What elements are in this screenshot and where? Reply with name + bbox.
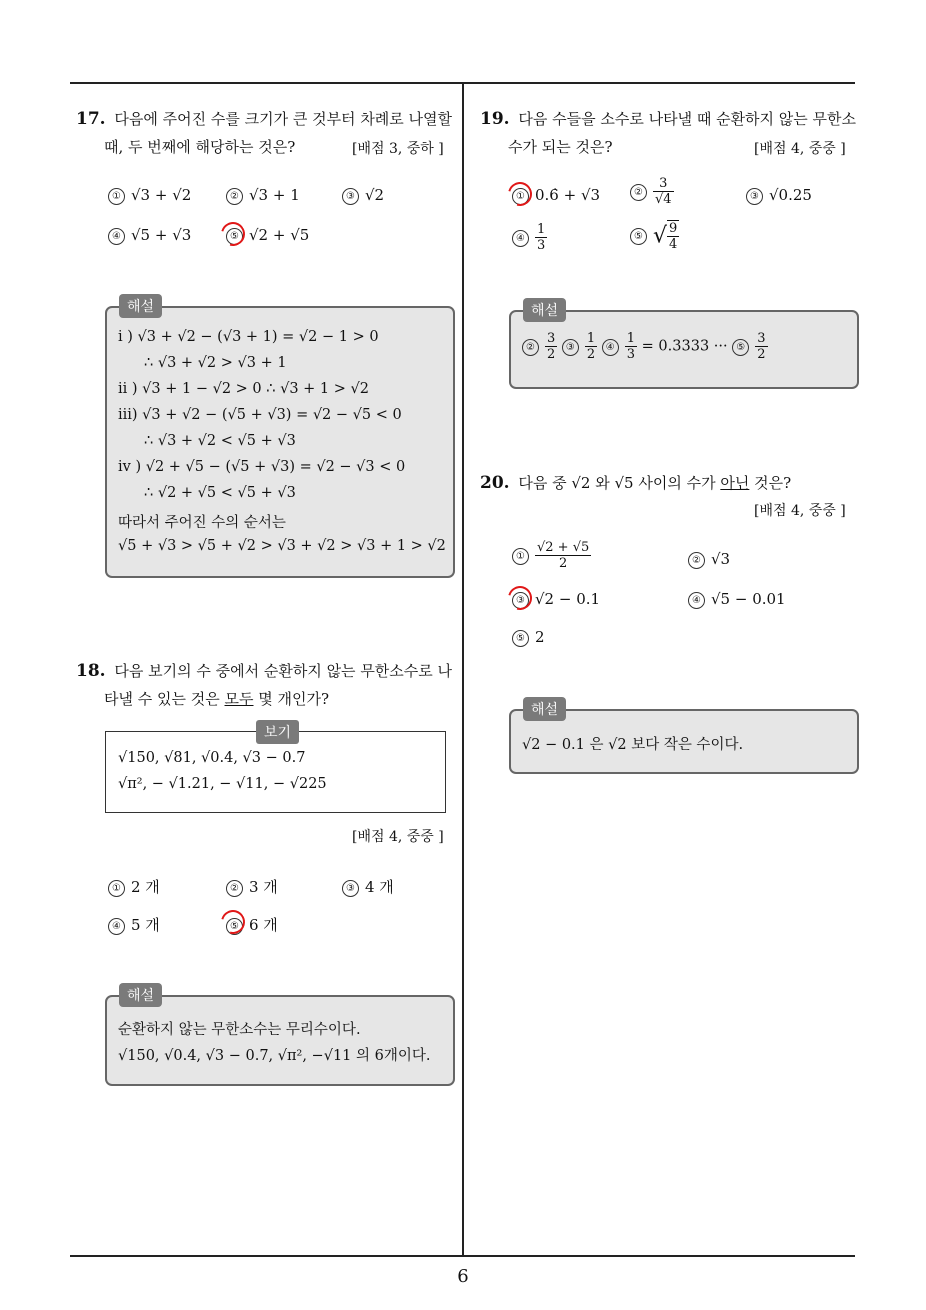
bogi-tag: 보기 <box>256 720 299 744</box>
question-text-line1: 다음에 주어진 수를 크기가 큰 것부터 차례로 나열할 <box>114 110 453 128</box>
solution-line: ∴ √2 + √5 < √5 + √3 <box>144 485 296 501</box>
solution-line: ∴ √3 + √2 < √5 + √3 <box>144 433 296 449</box>
solution-line: i ) √3 + √2 − (√3 + 1) = √2 − 1 > 0 <box>118 329 379 345</box>
solution-line: ② $\frac{3}{2}$ ③ $\frac{1}{2}$ ④ $\frac{1}{3}$ = 0.3333 ··· ⑤ $\frac{3}{2}$ <box>522 331 768 362</box>
option-5[interactable] <box>630 220 679 252</box>
solution-tag: 해설 <box>523 298 566 322</box>
fraction: $\frac{1}{3}$ <box>537 222 546 253</box>
option-1[interactable] <box>512 540 591 571</box>
question-number: 19. <box>480 109 510 129</box>
option-2[interactable]: ② √3 + 1 <box>226 186 300 205</box>
option-marker: ⑤ <box>226 228 243 245</box>
solution-line: √2 − 0.1 은 √2 보다 작은 수이다. <box>522 737 744 753</box>
solution-line: 순환하지 않는 무한소수는 무리수이다. <box>118 1022 361 1038</box>
underlined-word: 모두 <box>224 690 254 708</box>
option-4[interactable]: ④ 5 개 <box>108 914 160 935</box>
option-marker: ① <box>108 188 125 205</box>
solution-line: iv ) √2 + √5 − (√5 + √3) = √2 − √3 < 0 <box>118 459 406 475</box>
option-marker: ④ <box>108 918 125 935</box>
option-marker: ③ <box>342 880 359 897</box>
option-3[interactable]: ③ 4 개 <box>342 876 394 897</box>
solution-tag: 해설 <box>119 983 162 1007</box>
answer-mark-circle <box>504 178 537 211</box>
option-4[interactable]: ④ √5 − 0.01 <box>688 590 786 609</box>
radical-sign: √ <box>653 223 668 249</box>
score-meta: [배점 4, 중중 ] <box>754 141 846 157</box>
option-marker: ② <box>688 552 705 569</box>
question-number: 18. <box>76 661 106 681</box>
score-meta: [배점 4, 중중 ] <box>754 503 846 519</box>
option-3[interactable]: ③ √2 <box>342 186 384 205</box>
fraction: $\frac{√2 + √5}{2}$ <box>537 540 590 571</box>
solution-tag: 해설 <box>119 294 162 318</box>
question-number: 17. <box>76 109 106 129</box>
page-number: 6 <box>457 1266 469 1287</box>
score-meta: [배점 3, 중하 ] <box>352 141 444 157</box>
score-meta: [배점 4, 중중 ] <box>352 829 444 845</box>
bogi-line: √150, √81, √0.4, √3 − 0.7 <box>118 750 306 766</box>
option-marker: ① <box>512 188 529 205</box>
option-marker: ④ <box>688 592 705 609</box>
question-number: 20. <box>480 473 510 493</box>
solution-line: ∴ √3 + √2 > √3 + 1 <box>144 355 287 371</box>
option-marker: ① <box>512 548 529 565</box>
option-marker: ④ <box>512 230 529 247</box>
option-2[interactable] <box>630 176 674 207</box>
option-1[interactable]: ① 0.6̇ + √3 <box>512 186 600 205</box>
option-marker: ⑤ <box>512 630 529 647</box>
underlined-word: 아닌 <box>720 474 750 492</box>
option-5[interactable]: ⑤ 2 <box>512 628 545 647</box>
question-text-line2: 타낼 수 있는 것은 모두 몇 개인가? <box>104 690 330 708</box>
bottom-rule <box>70 1255 855 1257</box>
solution-line: iii) √3 + √2 − (√5 + √3) = √2 − √5 < 0 <box>118 407 402 423</box>
option-1[interactable]: ① √3 + √2 <box>108 186 191 205</box>
option-marker: ② <box>226 880 243 897</box>
option-marker: ③ <box>512 592 529 609</box>
option-5[interactable]: ⑤ √2 + √5 <box>226 226 309 245</box>
column-divider <box>462 82 464 1256</box>
option-marker: ③ <box>746 188 763 205</box>
option-marker: ② <box>226 188 243 205</box>
solution-line: √150, √0.4, √3 − 0.7, √π², −√11 의 6개이다. <box>118 1048 431 1064</box>
solution-line: √5 + √3 > √5 + √2 > √3 + √2 > √3 + 1 > √2 <box>118 538 446 554</box>
solution-line: ii ) √3 + 1 − √2 > 0 ∴ √3 + 1 > √2 <box>118 381 369 397</box>
option-marker: ⑤ <box>630 228 647 245</box>
question-text-line2: 때, 두 번째에 해당하는 것은? <box>104 138 296 156</box>
option-marker: ④ <box>108 228 125 245</box>
question-text-line2: 수가 되는 것은? <box>508 138 613 156</box>
option-3[interactable]: ③ √0.25 <box>746 186 812 205</box>
option-marker: ⑤ <box>226 918 243 935</box>
option-4[interactable]: ④ √5 + √3 <box>108 226 191 245</box>
fraction: $\frac{3}{√4}$ <box>655 176 672 207</box>
solution-tag: 해설 <box>523 697 566 721</box>
answer-mark-circle <box>504 582 537 615</box>
option-1[interactable]: ① 2 개 <box>108 876 160 897</box>
bogi-line: √π², − √1.21, − √11, − √225 <box>118 776 327 792</box>
solution-line: 따라서 주어진 수의 순서는 <box>118 515 286 531</box>
solution-box <box>105 995 455 1086</box>
fraction: $\frac{9}{4}$ <box>669 221 678 252</box>
option-4[interactable] <box>512 222 547 253</box>
option-marker: ③ <box>342 188 359 205</box>
option-2[interactable]: ② 3 개 <box>226 876 278 897</box>
option-3[interactable]: ③ √2 − 0.1 <box>512 590 600 609</box>
question-text-line1: 다음 수들을 소수로 나타낼 때 순환하지 않는 무한소 <box>518 110 857 128</box>
option-2[interactable]: ② √3 <box>688 550 730 569</box>
question-text-line1: 다음 보기의 수 중에서 순환하지 않는 무한소수로 나 <box>114 662 453 680</box>
option-marker: ① <box>108 880 125 897</box>
option-marker: ② <box>630 184 647 201</box>
option-5[interactable]: ⑤ 6 개 <box>226 914 278 935</box>
answer-mark-circle <box>217 218 250 251</box>
